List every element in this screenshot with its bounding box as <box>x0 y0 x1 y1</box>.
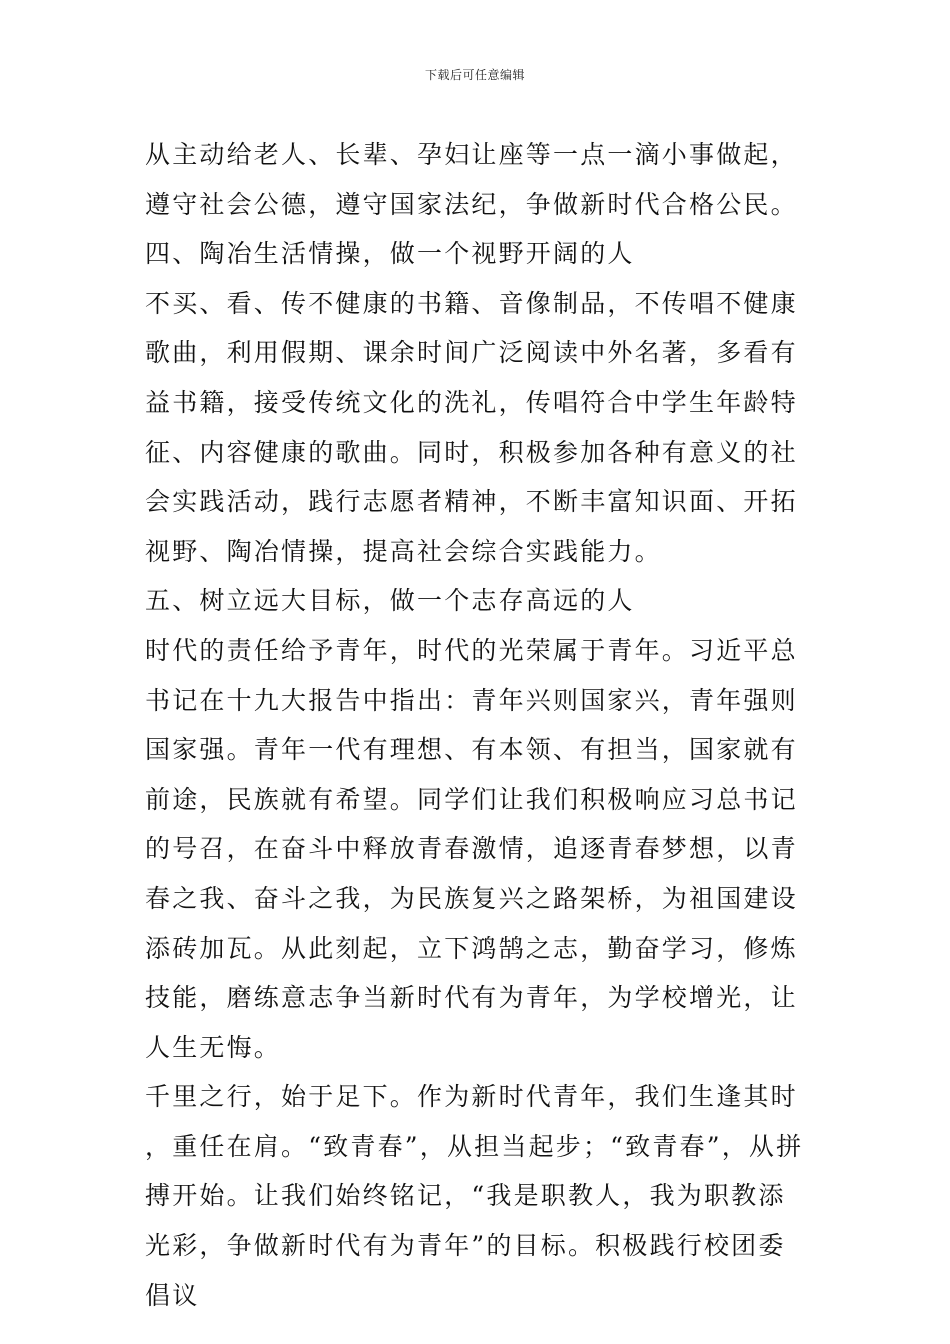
paragraph-continuation: 从主动给老人、长辈、孕妇让座等一点一滴小事做起，遵守社会公德，遵守国家法纪，争做新时代合格公民。 <box>145 140 798 219</box>
paragraph-section-five: 时代的责任给予青年，时代的光荣属于青年。习近平总书记在十九大报告中指出：青年兴则国家兴，青年强则国家强。青年一代有理想、有本领、有担当，国家就有前途，民族就有希望。同学们让我们积极响应习总书记的号召，在奋斗中释放青春激情，追逐青春梦想，以青春之我、奋斗之我，为民族复兴之路架桥，为祖国建设添砖加瓦。从此刻起，立下鸿鹄之志，勤奋学习，修炼技能，磨练意志争当新时代有为青年，为学校增光，让人生无悔。 <box>145 635 798 1062</box>
section-heading-four: 四、陶冶生活情操，做一个视野开阔的人 <box>145 239 635 269</box>
section-heading-five: 五、树立远大目标，做一个志存高远的人 <box>145 586 635 616</box>
paragraph-closing: 千里之行，始于足下。作为新时代青年，我们生逢其时，重任在肩。“致青春”，从担当起步；“致青春”，从拼搏开始。让我们始终铭记，“我是职教人，我为职教添光彩，争做新时代有为青年”的目标。积极践行校团委倡议 <box>145 1082 804 1310</box>
document-body <box>145 130 811 1320</box>
paragraph-section-four: 不买、看、传不健康的书籍、音像制品，不传唱不健康歌曲，利用假期、课余时间广泛阅读中外名著，多看有益书籍，接受传统文化的洗礼，传唱符合中学生年龄特征、内容健康的歌曲。同时，积极参加各种有意义的社会实践活动，践行志愿者精神，不断丰富知识面、开拓视野、陶冶情操，提高社会综合实践能力。 <box>145 288 798 566</box>
header-note: 下载后可任意编辑 <box>424 68 525 82</box>
